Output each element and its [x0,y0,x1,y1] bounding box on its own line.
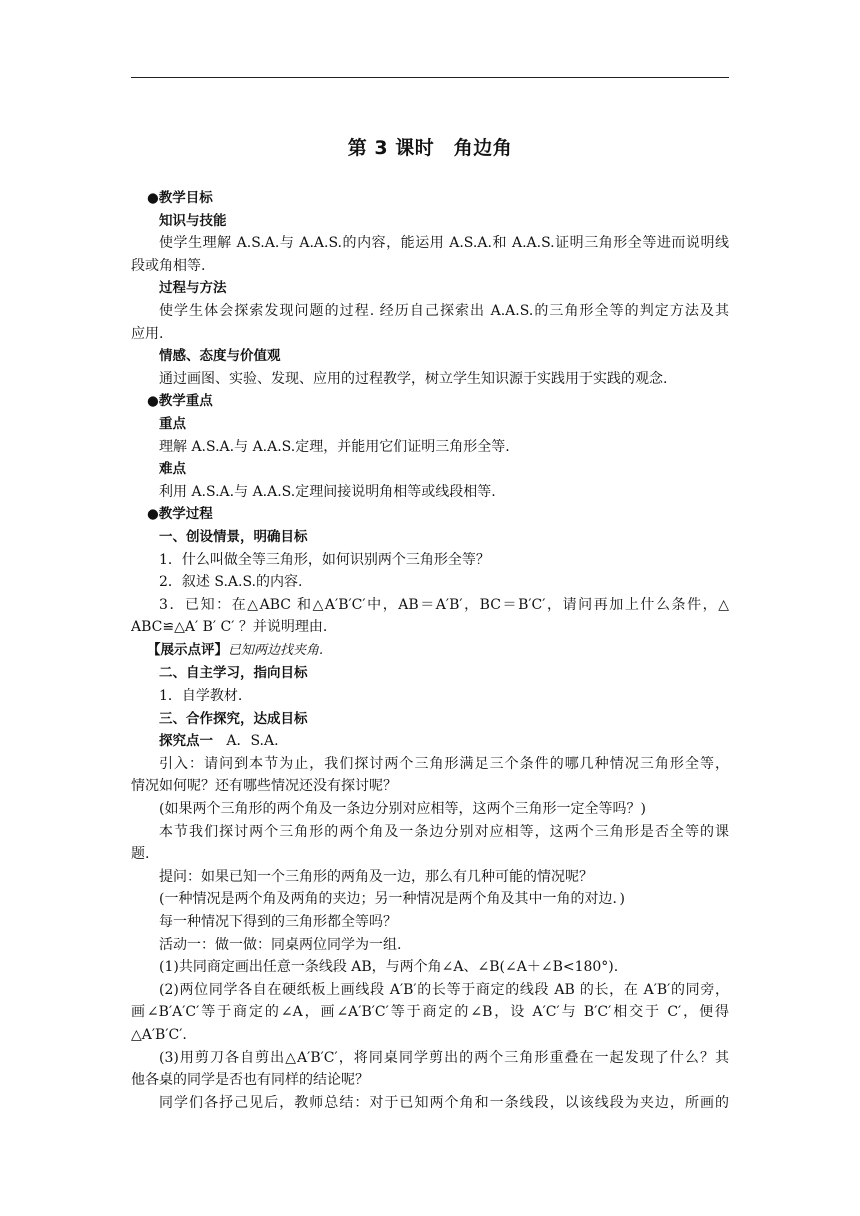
page-title: 第 3 课时 角边角 [347,137,513,159]
paragraph-line: 本节我们探讨两个三角形的两个角及一条边分别对应相等，这两个三角形是否全等的课 [159,823,729,840]
section-heading-keypoints: ●教学重点 [147,393,213,410]
list-item: 1．自学教材. [159,688,243,705]
paragraph-line: 理解 A.S.A.与 A.A.S.定理，并能用它们证明三角形全等. [159,438,510,455]
list-item: 2．叙述 S.A.S.的内容. [159,574,303,591]
paragraph-line: 提问：如果已知一个三角形的两角及一边，那么有几种可能的情况呢？ [159,868,593,885]
paragraph-line: 使学生理解 A.S.A.与 A.A.S.的内容，能运用 A.S.A.和 A.A.S.证明三角形全等进而说明线 [159,235,729,252]
paragraph-line: 他各桌的同学是否也有同样的结论呢？ [131,1072,369,1089]
paragraph-line: 活动一：做一做：同桌两位同学为一组. [159,936,402,953]
paragraph-line: △A′B′C′. [131,1026,187,1043]
explore-point-topic: A．S.A. [226,733,279,750]
list-item: 3．已知：在△ABC 和△A′B′C′中，AB＝A′B′，BC＝B′C′，请问再加上什么条件，△ [159,596,729,613]
explore-point-line [131,730,729,753]
step-heading-1: 一、创设情景，明确目标 [159,528,308,545]
paragraph-line: (一种情况是两个角及两角的夹边；另一种情况是两个角及其中一角的对边．) [159,891,625,908]
header-rule [131,77,729,78]
comment-line [131,639,729,663]
activity-step: (1)共同商定画出任意一条线段 AB，与两个角∠A、∠B(∠A＋∠B<180°). [159,959,619,976]
paragraph-line: 每一种情况下得到的三角形都全等吗？ [159,914,397,930]
list-item: 1．什么叫做全等三角形，如何识别两个三角形全等？ [159,551,490,568]
paragraph-line: 引入：请问到本节为止，我们探讨两个三角形满足三个条件的哪几种情况三角形全等， [159,755,729,772]
paragraph-line: 应用. [131,325,164,342]
section-heading-objectives: ●教学目标 [147,190,213,206]
step-heading-2: 二、自主学习，指向目标 [159,665,308,682]
subheading-key: 重点 [159,415,186,432]
subheading-emotion: 情感、态度与价值观 [159,348,281,365]
section-heading-process: ●教学过程 [147,506,213,523]
paragraph-line: 同学们各抒己见后，教师总结：对于已知两个角和一条线段，以该线段为夹边，所画的 [159,1094,729,1111]
paragraph-line: 使学生体会探索发现问题的过程. 经历自己探索出 A.A.S.的三角形全等的判定方法及其 [159,302,729,319]
paragraph-line: 利用 A.S.A.与 A.A.S.定理间接说明角相等或线段相等. [159,483,496,500]
activity-step: (2)两位同学各自在硬纸板上画线段 A′B′的长等于商定的线段 AB 的长，在 A′B′的同旁， [159,981,729,998]
paragraph-line: 段或角相等. [131,257,206,274]
activity-step: (3)用剪刀各自剪出△A′B′C′，将同桌同学剪出的两个三角形重叠在一起发现了什么？其 [159,1049,729,1066]
step-heading-3: 三、合作探究，达成目标 [159,710,308,727]
paragraph-line: (如果两个三角形的两个角及一条边分别对应相等，这两个三角形一定全等吗？) [159,801,646,818]
explore-point-label: 探究点一 [159,733,213,750]
paragraph-line: 情况如何呢？还有哪些情况还没有探讨呢？ [131,778,397,795]
paragraph-line: 画∠B′A′C′等于商定的∠A，画∠A′B′C′等于商定的∠B，设 A′C′与 B′C′相交于 C′，便得 [131,1004,729,1021]
comment-label: 【展示点评】 [147,641,228,658]
paragraph-line: ABC≌△A′ B′ C′ ？并说明理由. [131,619,328,636]
subheading-process: 过程与方法 [159,280,227,297]
subheading-knowledge: 知识与技能 [159,212,227,229]
paragraph-line: 通过画图、实验、发现、应用的过程教学，树立学生知识源于实践用于实践的观念. [159,370,668,387]
document-body [131,187,729,1114]
subheading-difficulty: 难点 [159,461,186,478]
paragraph-line: 题. [131,846,150,863]
comment-text: 已知两边找夹角. [228,642,324,658]
